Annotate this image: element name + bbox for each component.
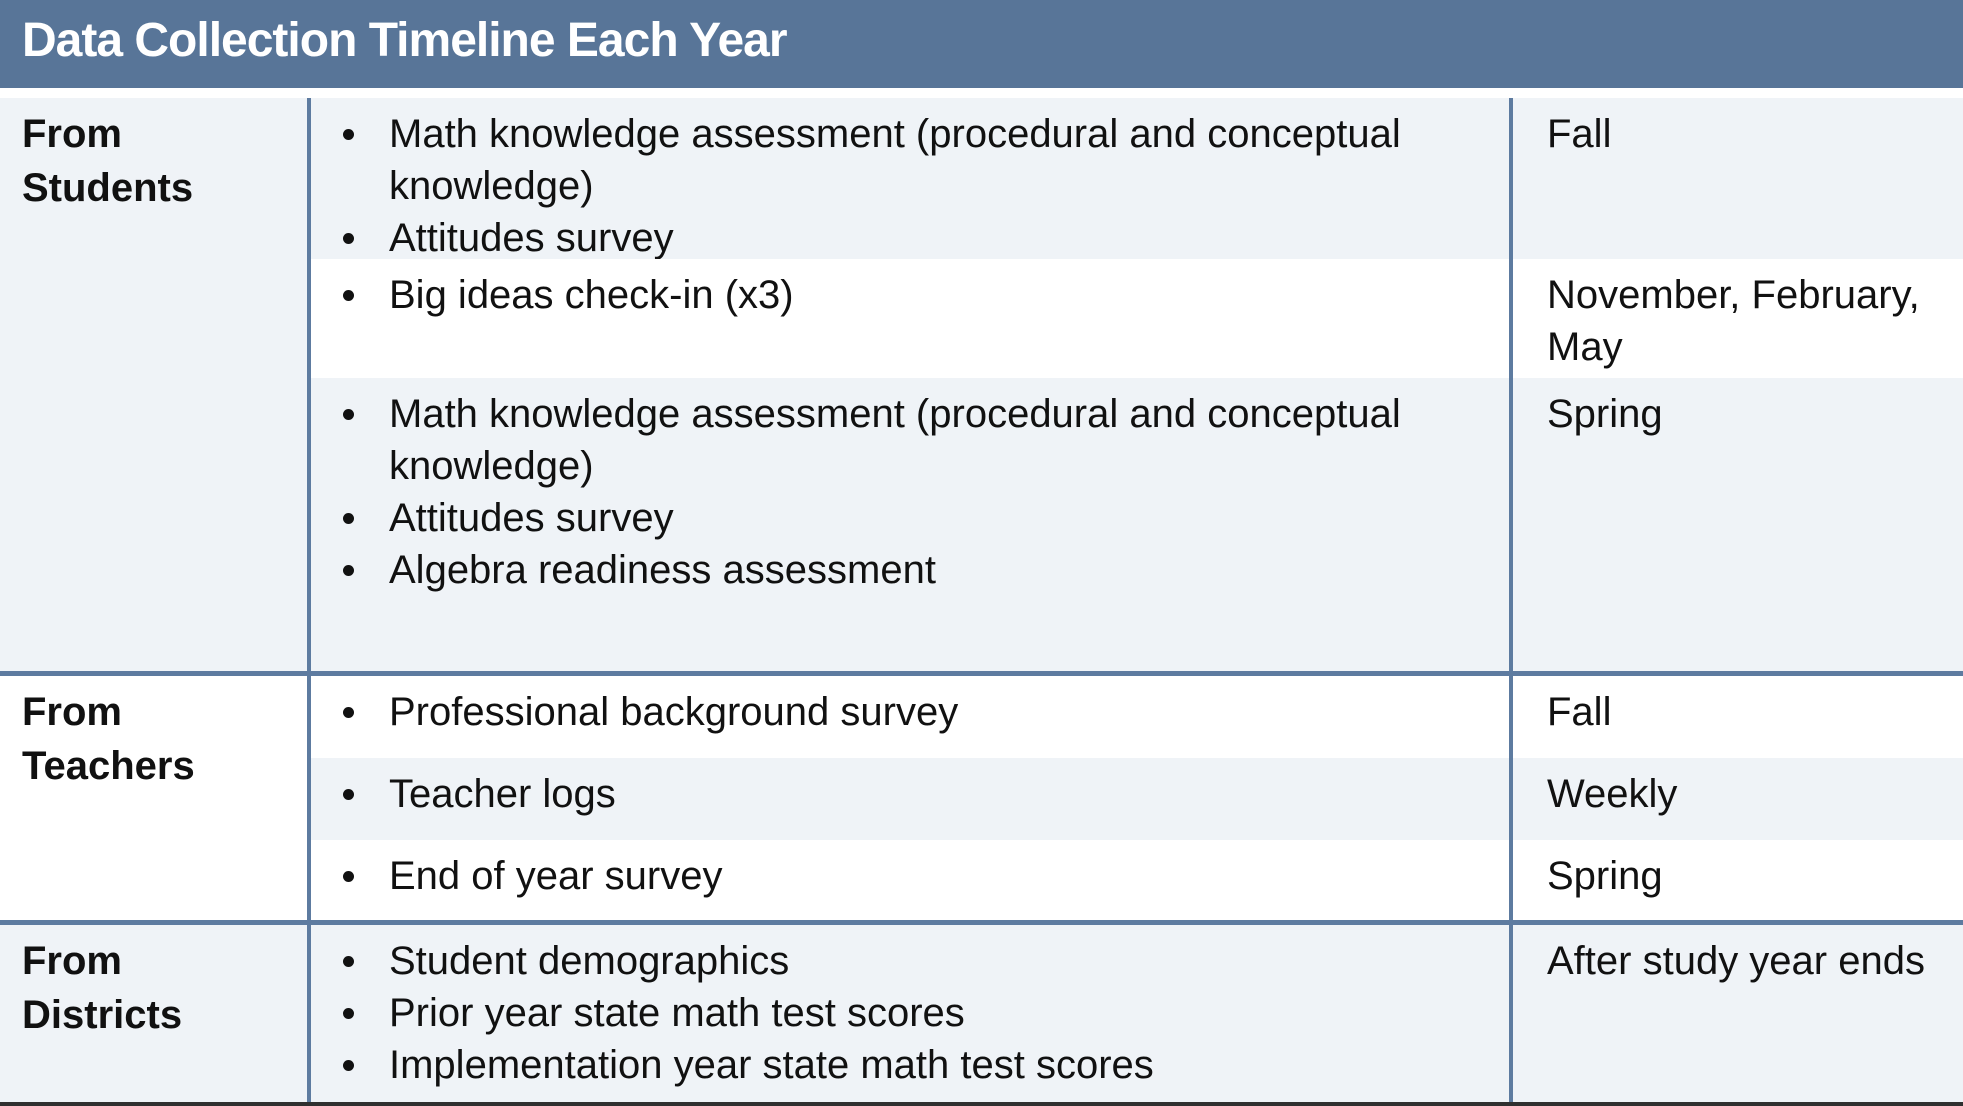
row-group-from-districts [0,925,1963,1106]
timing-cell-teachers-row1: Fall [1513,676,1963,758]
data-item: Attitudes survey [343,212,1489,259]
header-gap [0,88,1963,98]
items-cell-districts-row1 [311,925,1509,1106]
data-items-list [343,768,1489,820]
items-cell-teachers-row1 [311,676,1509,758]
data-item: Professional background survey [343,686,1489,738]
data-item: End of year survey [343,850,1489,902]
data-item: Teacher logs [343,768,1489,820]
data-item: Attitudes survey [343,492,1489,544]
timing-cell-teachers-row3: Spring [1513,840,1963,920]
title-bar [0,0,1963,88]
row-group-from-students [0,98,1963,671]
page-title: Data Collection Timeline Each Year [22,13,787,67]
timing-cell-students-row1: Fall [1513,98,1963,259]
items-cell-students-row2 [311,259,1509,378]
data-item: Prior year state math test scores [343,987,1489,1039]
timing-cell-students-row3: Spring [1513,378,1963,671]
data-items-list [343,108,1489,259]
data-item: Math knowledge assessment (procedural and conceptual knowledge) [343,388,1489,492]
data-item: Implementation year state math test scores [343,1039,1489,1091]
bottom-edge-line [0,1102,1963,1106]
data-items-list [343,686,1489,738]
items-cell-students-row1 [311,98,1509,259]
data-items-list [343,850,1489,902]
data-item: Big ideas check-in (x3) [343,269,1489,321]
data-item: Algebra readiness assessment [343,544,1489,596]
timing-cell-districts-row1: After study year ends [1513,925,1963,1106]
data-items-list [343,935,1489,1091]
source-label-text: From Teachers [22,690,195,788]
source-label-from-students [0,98,307,671]
items-cell-teachers-row3 [311,840,1509,920]
row-group-from-teachers [0,676,1963,920]
timing-cell-students-row2: November, February, May [1513,259,1963,378]
timing-cell-teachers-row2: Weekly [1513,758,1963,840]
source-label-text: From Districts [22,939,183,1037]
source-label-text: From Students [22,112,194,210]
data-items-list [343,269,1489,321]
data-items-list [343,388,1489,596]
items-cell-students-row3 [311,378,1509,671]
source-label-from-districts [0,925,307,1106]
data-item: Student demographics [343,935,1489,987]
items-cell-teachers-row2 [311,758,1509,840]
data-item: Math knowledge assessment (procedural and conceptual knowledge) [343,108,1489,212]
source-label-from-teachers [0,676,307,920]
